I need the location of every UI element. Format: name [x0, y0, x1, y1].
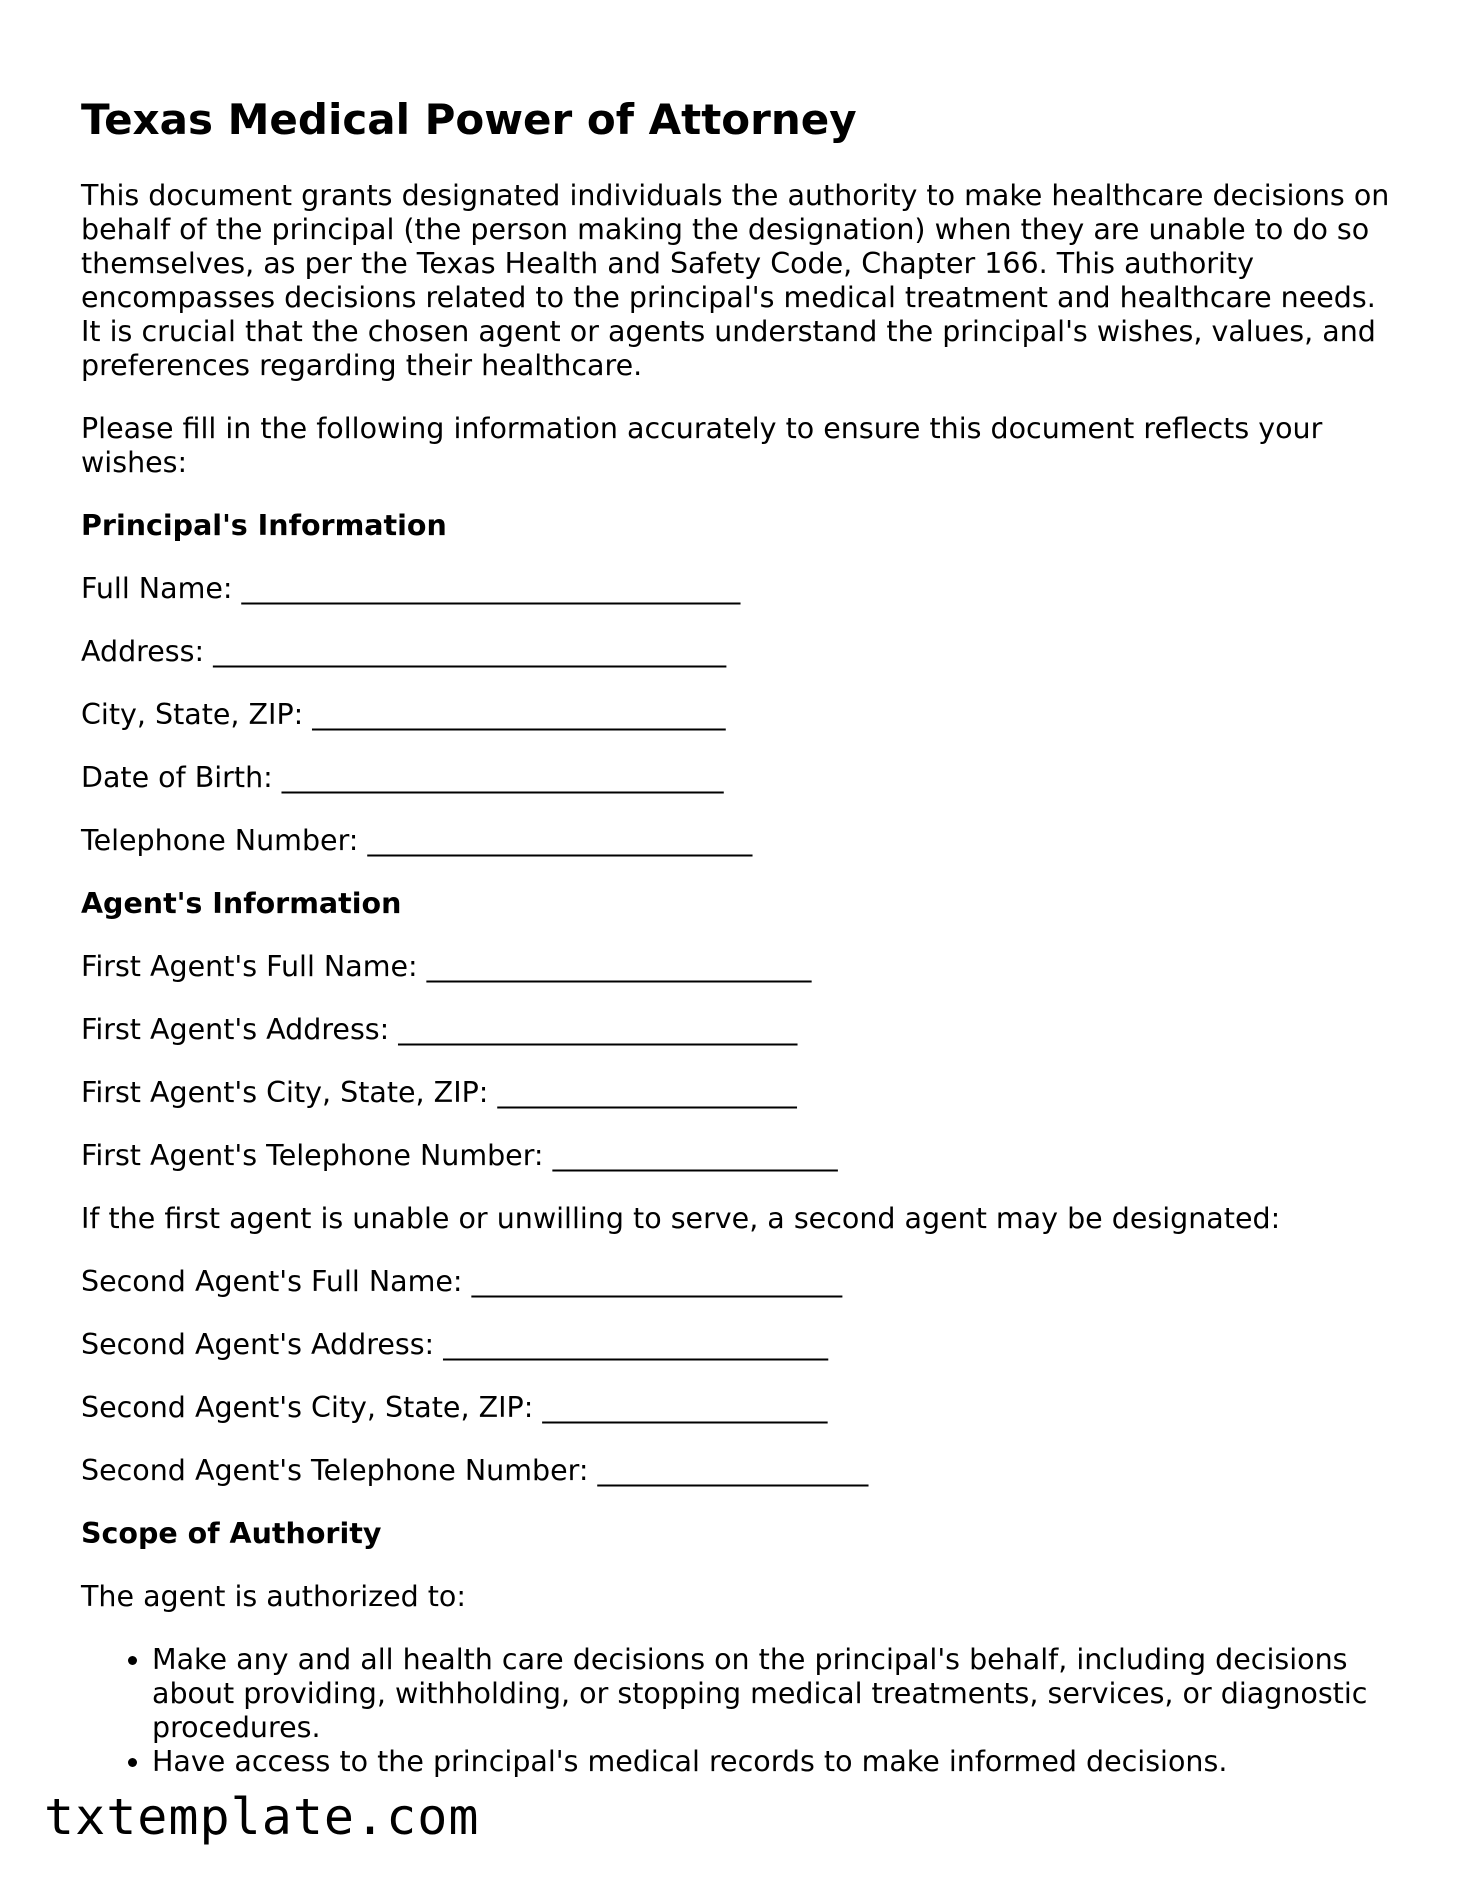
- intro-paragraph: This document grants designated individuals the authority to make healthcare decisions on behalf of the principal (the person making the designation) when they are unable to do so themselves, as per the Texas Health and Safety Code, Chapter 166. This authority encompasses decisions related to the principal's medical treatment and healthcare needs. It is crucial that the chosen agent or agents understand the principal's wishes, values, and preferences regarding their healthcare.: [81, 179, 1390, 383]
- principal-telephone-field[interactable]: Telephone Number: ___________________________: [81, 824, 753, 858]
- second-agent-telephone-field[interactable]: Second Agent's Telephone Number: ___________________: [81, 1454, 869, 1488]
- page-title: Texas Medical Power of Attorney: [81, 95, 857, 144]
- scope-intro: The agent is authorized to:: [81, 1580, 466, 1614]
- principal-city-state-zip-field[interactable]: City, State, ZIP: _____________________________: [81, 698, 726, 732]
- first-agent-city-state-zip-field[interactable]: First Agent's City, State, ZIP: _____________________: [81, 1076, 797, 1110]
- document-page: [81, 95, 1391, 1779]
- agent-heading: Agent's Information: [81, 887, 402, 921]
- second-agent-intro: If the first agent is unable or unwilling to serve, a second agent may be designated:: [81, 1202, 1281, 1236]
- scope-heading: Scope of Authority: [81, 1517, 382, 1551]
- instructions-paragraph: Please fill in the following information accurately to ensure this document reflects your wishes:: [81, 412, 1323, 480]
- scope-list: [81, 1643, 1391, 1779]
- first-agent-address-field[interactable]: First Agent's Address: ____________________________: [81, 1013, 798, 1047]
- principal-dob-field[interactable]: Date of Birth: _______________________________: [81, 761, 724, 795]
- watermark: txtemplate.com: [44, 1788, 480, 1846]
- second-agent-city-state-zip-field[interactable]: Second Agent's City, State, ZIP: ____________________: [81, 1391, 828, 1425]
- principal-address-field[interactable]: Address: ____________________________________: [81, 635, 727, 669]
- principal-full-name-field[interactable]: Full Name: ___________________________________: [81, 572, 741, 606]
- principal-heading: Principal's Information: [81, 509, 447, 543]
- first-agent-telephone-field[interactable]: First Agent's Telephone Number: ____________________: [81, 1139, 838, 1173]
- first-agent-full-name-field[interactable]: First Agent's Full Name: ___________________________: [81, 950, 812, 984]
- scope-list-item: • Make any and all health care decisions on the principal's behalf, including decisions about providing, withholding, or stopping medical treatments, services, or diagnostic procedures.: [152, 1643, 1391, 1745]
- scope-list-item: • Have access to the principal's medical records to make informed decisions.: [152, 1745, 1391, 1779]
- second-agent-address-field[interactable]: Second Agent's Address: ___________________________: [81, 1328, 828, 1362]
- second-agent-full-name-field[interactable]: Second Agent's Full Name: __________________________: [81, 1265, 843, 1299]
